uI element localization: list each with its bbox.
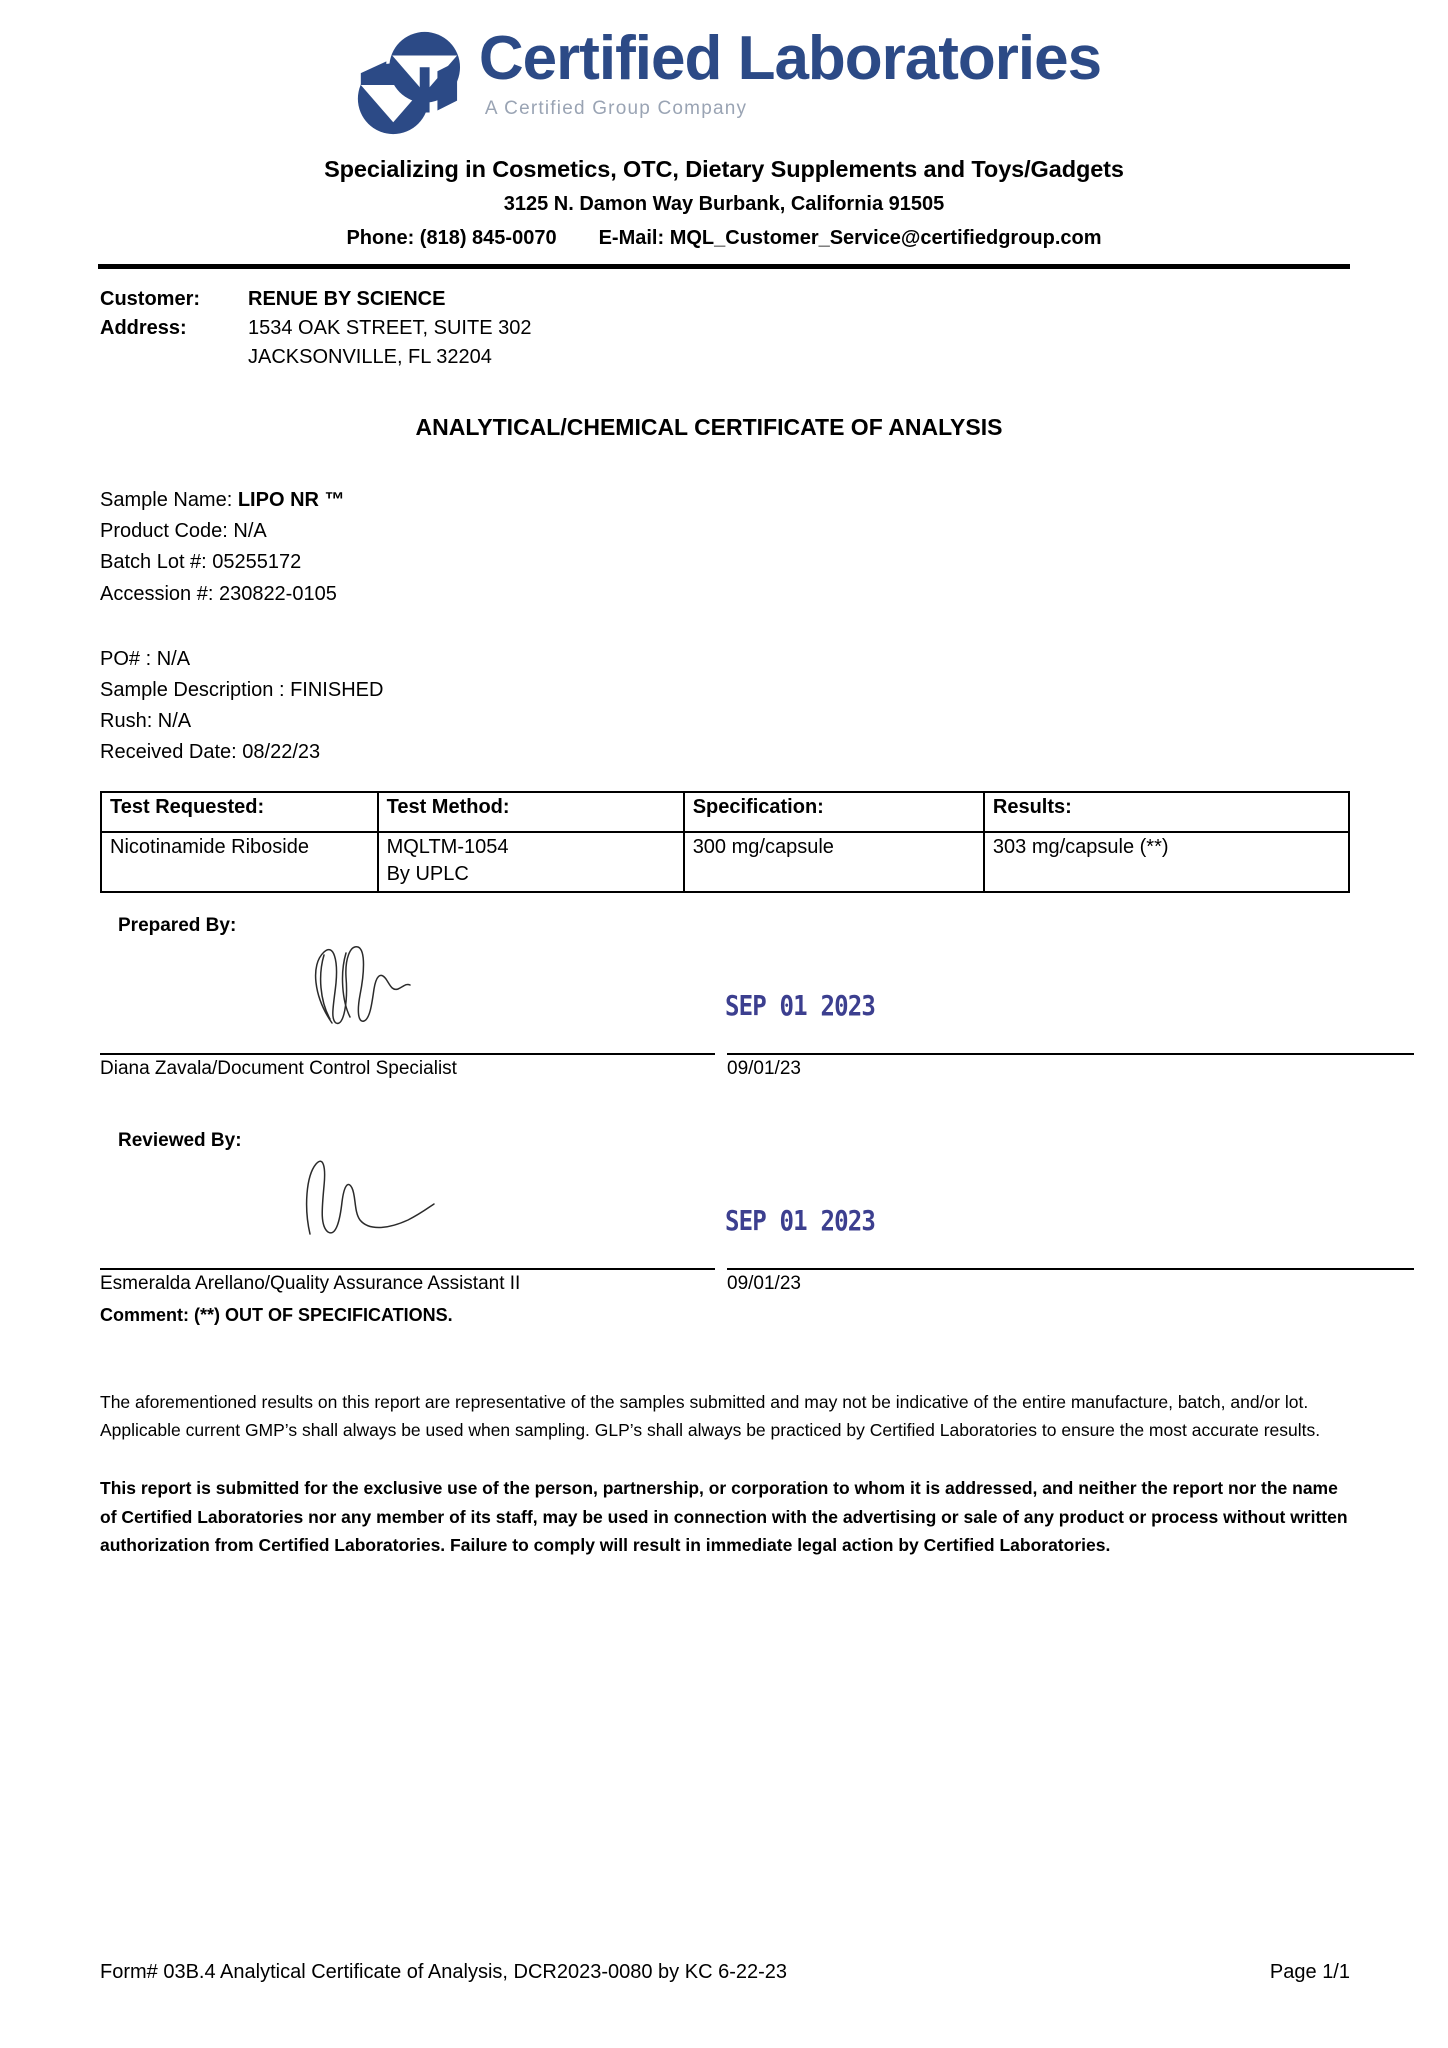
results-table xyxy=(100,791,1350,893)
batch-lot-row: Batch Lot #: 05255172 xyxy=(100,551,302,574)
po-row: PO# : N/A xyxy=(100,647,191,670)
prepared-by-date-stamp: SEP 01 2023 xyxy=(725,988,876,1022)
customer-label: Customer: xyxy=(100,288,201,310)
company-sub-wordmark: A Certified Group Company xyxy=(484,98,748,119)
reviewed-by-signature-lines xyxy=(100,1268,1414,1270)
prepared-by-date: 09/01/23 xyxy=(727,1057,801,1079)
header-divider xyxy=(98,264,1350,269)
sample-name-row xyxy=(100,485,1448,516)
footer-page-info: Page 1/1 xyxy=(1269,1961,1350,1983)
footer-form-info: Form# 03B.4 Analytical Certificate of Analysis, DCR2023-0080 by KC 6-22-23 xyxy=(100,1961,788,1983)
table-header-row xyxy=(101,792,1349,832)
comment-note: Comment: (**) OUT OF SPECIFICATIONS. xyxy=(100,1304,453,1325)
accession-row: Accession #: 230822-0105 xyxy=(100,582,337,605)
sample-description-row: Sample Description : FINISHED xyxy=(100,678,384,701)
cell-test-requested: Nicotinamide Riboside xyxy=(101,832,378,892)
disclaimer-paragraph-2: This report is submitted for the exclusive use of the person, partnership, or corporation to whom it is addressed, and neither the report nor the name of Certified Laboratories nor any member of its staff, may be used in connection with the advertising or sale of any product or process without written authorization from Certified Laboratories. Failure to comply will result in immediate legal action by Certified Laboratories. xyxy=(100,1478,1348,1555)
prepared-by-label: Prepared By: xyxy=(118,914,237,936)
cell-test-method-line1: MQLTM-1054 xyxy=(386,835,509,858)
reviewed-by-captions xyxy=(100,1273,1414,1295)
rush-row: Rush: N/A xyxy=(100,710,192,733)
company-phone: Phone: (818) 845-0070 xyxy=(346,227,557,249)
table-row xyxy=(101,832,1349,892)
product-code-row: Product Code: N/A xyxy=(100,520,267,543)
reviewed-by-date: 09/01/23 xyxy=(727,1272,801,1294)
customer-address-line1: 1534 OAK STREET, SUITE 302 xyxy=(248,317,532,339)
customer-address-row-2 xyxy=(100,343,1448,372)
prepared-by-name-line xyxy=(100,1053,715,1055)
column-header-results: Results: xyxy=(984,792,1349,832)
reviewed-by-date-stamp: SEP 01 2023 xyxy=(725,1203,876,1237)
prepared-by-section xyxy=(0,915,1448,1080)
prepared-by-captions xyxy=(100,1058,1414,1080)
sample-details-block xyxy=(100,485,1448,610)
prepared-by-name-role: Diana Zavala/Document Control Specialist xyxy=(100,1057,457,1079)
reviewed-by-name-line xyxy=(100,1268,715,1270)
reviewed-by-section xyxy=(0,1130,1448,1295)
cell-test-method xyxy=(378,832,684,892)
page-title: ANALYTICAL/CHEMICAL CERTIFICATE OF ANALYSIS xyxy=(415,414,1003,440)
sample-name-label: Sample Name: xyxy=(100,489,233,511)
customer-name: RENUE BY SCIENCE xyxy=(248,288,446,310)
address-label: Address: xyxy=(100,317,187,339)
column-header-specification: Specification: xyxy=(684,792,984,832)
company-contact xyxy=(0,227,1448,250)
disclaimer-paragraph-1: The aforementioned results on this report are representative of the samples submitted and may not be indicative of the entire manufacture, batch, and/or lot. Applicable current GMP’s shall always be used when sampling. GLP’s shall always be practiced by Certified Laboratories to ensure the most accurate results. xyxy=(100,1391,1321,1440)
company-address: 3125 N. Damon Way Burbank, California 91505 xyxy=(503,193,945,215)
reviewed-by-signature-icon xyxy=(290,1146,500,1256)
cell-specification: 300 mg/capsule xyxy=(684,832,984,892)
order-details-block xyxy=(100,644,1448,769)
received-date-row: Received Date: 08/22/23 xyxy=(100,741,321,764)
prepared-by-signature-icon xyxy=(290,931,460,1041)
column-header-test-method: Test Method: xyxy=(378,792,684,832)
column-header-test-requested: Test Requested: xyxy=(101,792,378,832)
reviewed-by-name-role: Esmeralda Arellano/Quality Assurance Assistant II xyxy=(100,1272,521,1294)
customer-name-row xyxy=(100,285,1448,314)
customer-block xyxy=(100,285,1448,372)
company-logo-block xyxy=(0,0,1448,138)
prepared-by-date-line xyxy=(727,1053,1414,1055)
cell-result: 303 mg/capsule (**) xyxy=(984,832,1349,892)
sample-name-value: LIPO NR ™ xyxy=(237,489,345,511)
certified-labs-hexagon-logo-icon xyxy=(347,28,465,138)
company-email: E-Mail: MQL_Customer_Service@certifiedgroup.com xyxy=(598,227,1102,249)
reviewed-by-date-line xyxy=(727,1268,1414,1270)
customer-address-row-1 xyxy=(100,314,1448,343)
company-tagline: Specializing in Cosmetics, OTC, Dietary Supplements and Toys/Gadgets xyxy=(324,156,1124,182)
company-wordmark: Certified Laboratories xyxy=(478,24,1102,93)
cell-test-method-line2: By UPLC xyxy=(386,862,469,885)
reviewed-by-label: Reviewed By: xyxy=(118,1129,242,1151)
customer-address-line2: JACKSONVILLE, FL 32204 xyxy=(248,346,492,368)
page-footer xyxy=(100,1961,1350,1984)
prepared-by-signature-lines xyxy=(100,1053,1414,1055)
